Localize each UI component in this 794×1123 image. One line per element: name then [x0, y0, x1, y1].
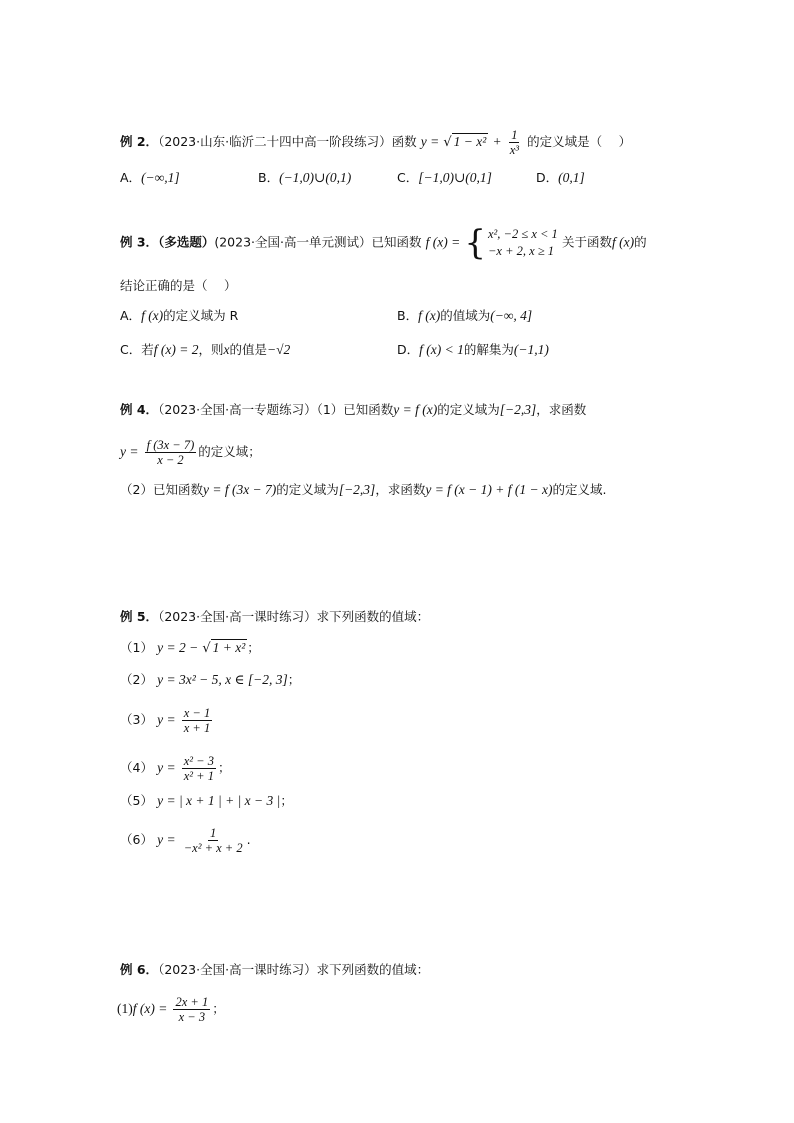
case-1: x², −2 ≤ x < 1: [487, 227, 558, 241]
ex6-fx: f (x) =: [132, 1001, 168, 1016]
option-text: [−1,0)∪(0,1]: [418, 170, 492, 185]
item-post: .: [246, 832, 251, 847]
ex3-tag: （多选题）: [158, 234, 215, 250]
item-pre: y =: [157, 760, 176, 775]
ex3-tail1: 关于函数: [561, 234, 612, 250]
option-text: 的值域为: [440, 308, 491, 323]
ex4-source: （2023·全国·高一专题练习）（1）已知函数: [158, 402, 394, 417]
ex6-label: 例 6．: [120, 962, 159, 977]
ex2-option-b: [258, 168, 351, 189]
option-letter: A．: [120, 170, 142, 185]
option-value: −√2: [266, 342, 291, 357]
frac-den: x³: [509, 143, 519, 157]
ex4-eq1: y = f (x): [393, 402, 438, 417]
piecewise: [464, 223, 558, 263]
ex5-question: [120, 607, 429, 628]
frac-num: 1: [511, 128, 518, 142]
frac-den: x − 2: [157, 453, 184, 467]
item-post: ；: [280, 793, 293, 808]
item-num: (1): [117, 1001, 133, 1016]
ex2-source: （2023·山东·临沂二十四中高一阶段练习）函数: [158, 134, 417, 149]
ex6-question: [120, 960, 429, 981]
frac-num: f (3x − 7): [146, 438, 195, 452]
frac-num: x² − 3: [183, 754, 214, 768]
option-text: (−1,0)∪(0,1): [279, 170, 352, 185]
option-letter: C．: [397, 170, 419, 185]
item-expr: y = 3x² − 5, x ∈ [−2, 3]: [157, 672, 288, 687]
ex4-p2-pre: （2）已知函数: [120, 482, 203, 497]
ex4-p2-dom: [−2,3]: [338, 482, 376, 497]
option-letter: D．: [536, 170, 559, 185]
option-math: f (x) = 2: [153, 342, 199, 357]
sqrt-sign: √: [202, 641, 211, 656]
ex6-item-1: [117, 995, 225, 1024]
ex2-label: 例 2．: [120, 134, 159, 149]
item-fraction: [173, 995, 210, 1024]
option-x: x: [223, 342, 230, 357]
sqrt-sign: √: [443, 135, 452, 150]
ex5-item-2: [120, 670, 300, 691]
ex5-item-5: [120, 791, 293, 812]
item-num: （3）: [120, 712, 153, 727]
ex3-source: (2023·全国·高一单元测试）已知函数: [214, 234, 422, 250]
brace-icon: {: [464, 223, 486, 263]
item-num: （1）: [120, 640, 153, 655]
option-math: f (x): [418, 308, 441, 323]
ex5-source: （2023·全国·高一课时练习）求下列函数的值域：: [158, 609, 430, 624]
ex3-label: 例 3．: [120, 234, 159, 250]
ex4-p2-t3: 的定义域.: [552, 482, 607, 497]
ex2-option-d: [536, 168, 585, 189]
ex4-y: y =: [120, 444, 139, 459]
item-post: ；: [287, 672, 301, 687]
ex3-option-d: [397, 340, 549, 361]
option-range: (−∞, 4]: [490, 308, 533, 323]
frac-den: x + 1: [183, 721, 211, 735]
ex4-question: [120, 400, 586, 421]
ex2-fraction: [508, 128, 521, 157]
ex2-option-a: [120, 168, 180, 189]
item-num: （2）: [120, 672, 153, 687]
ex2-option-c: [397, 168, 492, 189]
option-range: (−1,1): [513, 342, 549, 357]
ex3-fx: f (x) =: [425, 234, 461, 250]
item-expr: y = | x + 1 | + | x − 3 |: [157, 793, 281, 808]
ex2-question: [120, 128, 631, 157]
ex4-p2-eq: y = f (3x − 7): [202, 482, 277, 497]
option-letter: C．若: [120, 342, 154, 357]
ex4-p2-t1: 的定义域为: [276, 482, 339, 497]
ex2-y: y =: [420, 134, 440, 149]
ex4-fraction: [145, 438, 197, 467]
ex5-item-6: [120, 826, 251, 855]
frac-den: x² + 1: [183, 769, 214, 783]
ex2-tail: 的定义域是（ ）: [527, 134, 632, 149]
item-fraction: [182, 754, 216, 783]
ex2-sqrt: 1 − x²: [453, 134, 487, 149]
frac-num: 2x + 1: [175, 995, 209, 1009]
plus-sign: +: [492, 134, 502, 149]
ex3-option-c: [120, 340, 290, 361]
ex3-question: [120, 223, 647, 263]
case-2: −x + 2, x ≥ 1: [487, 244, 555, 258]
option-letter: B．: [397, 308, 419, 323]
ex4-t3: 的定义域；: [198, 444, 261, 459]
item-sqrt: 1 + x²: [212, 640, 246, 655]
option-math: f (x) < 1: [419, 342, 464, 357]
ex3-fx2: f (x): [611, 234, 635, 250]
frac-den: x − 3: [178, 1010, 206, 1024]
ex5-item-1: [120, 638, 260, 659]
ex4-t1: 的定义域为: [437, 402, 500, 417]
ex4-dom1: [−2,3]: [499, 402, 537, 417]
frac-den: −x² + x + 2: [183, 841, 243, 855]
item-post: ；: [217, 760, 231, 775]
option-text: 的解集为: [463, 342, 514, 357]
piecewise-cases: [488, 226, 558, 260]
option-text: (−∞,1]: [141, 170, 180, 185]
option-mid: ，则: [198, 342, 224, 357]
item-fraction: [182, 826, 245, 855]
option-text: 的定义域为 R: [163, 308, 239, 323]
option-letter: B．: [258, 170, 280, 185]
item-num: （6）: [120, 832, 153, 847]
item-post: ；: [212, 1001, 225, 1016]
ex5-item-4: [120, 754, 230, 783]
item-pre: y =: [157, 832, 176, 847]
option-math: f (x): [141, 308, 164, 323]
ex4-label: 例 4．: [120, 402, 159, 417]
option-text: 的值是: [229, 342, 267, 357]
ex3-option-a: [120, 306, 238, 327]
item-fraction: [182, 706, 212, 735]
ex4-part2: [120, 480, 606, 501]
item-num: （5）: [120, 793, 153, 808]
frac-num: x − 1: [183, 706, 211, 720]
ex3-line2: 结论正确的是（ ）: [120, 278, 237, 293]
ex5-item-3: [120, 706, 214, 735]
ex4-line2: [120, 438, 261, 467]
ex4-t2: ，求函数: [536, 402, 587, 417]
ex3-option-b: [397, 306, 532, 327]
ex4-p2-eq2: y = f (x − 1) + f (1 − x): [425, 482, 553, 497]
ex5-label: 例 5．: [120, 609, 159, 624]
item-pre: y = 2 −: [157, 640, 199, 655]
item-pre: y =: [157, 712, 176, 727]
frac-num: 1: [210, 826, 217, 840]
option-letter: D．: [397, 342, 420, 357]
ex4-p2-t2: ，求函数: [375, 482, 426, 497]
ex6-source: （2023·全国·高一课时练习）求下列函数的值域：: [158, 962, 430, 977]
item-num: （4）: [120, 760, 153, 775]
item-post: ；: [247, 640, 260, 655]
option-text: (0,1]: [558, 170, 585, 185]
option-letter: A．: [120, 308, 142, 323]
ex3-tail2: 的: [634, 234, 647, 250]
